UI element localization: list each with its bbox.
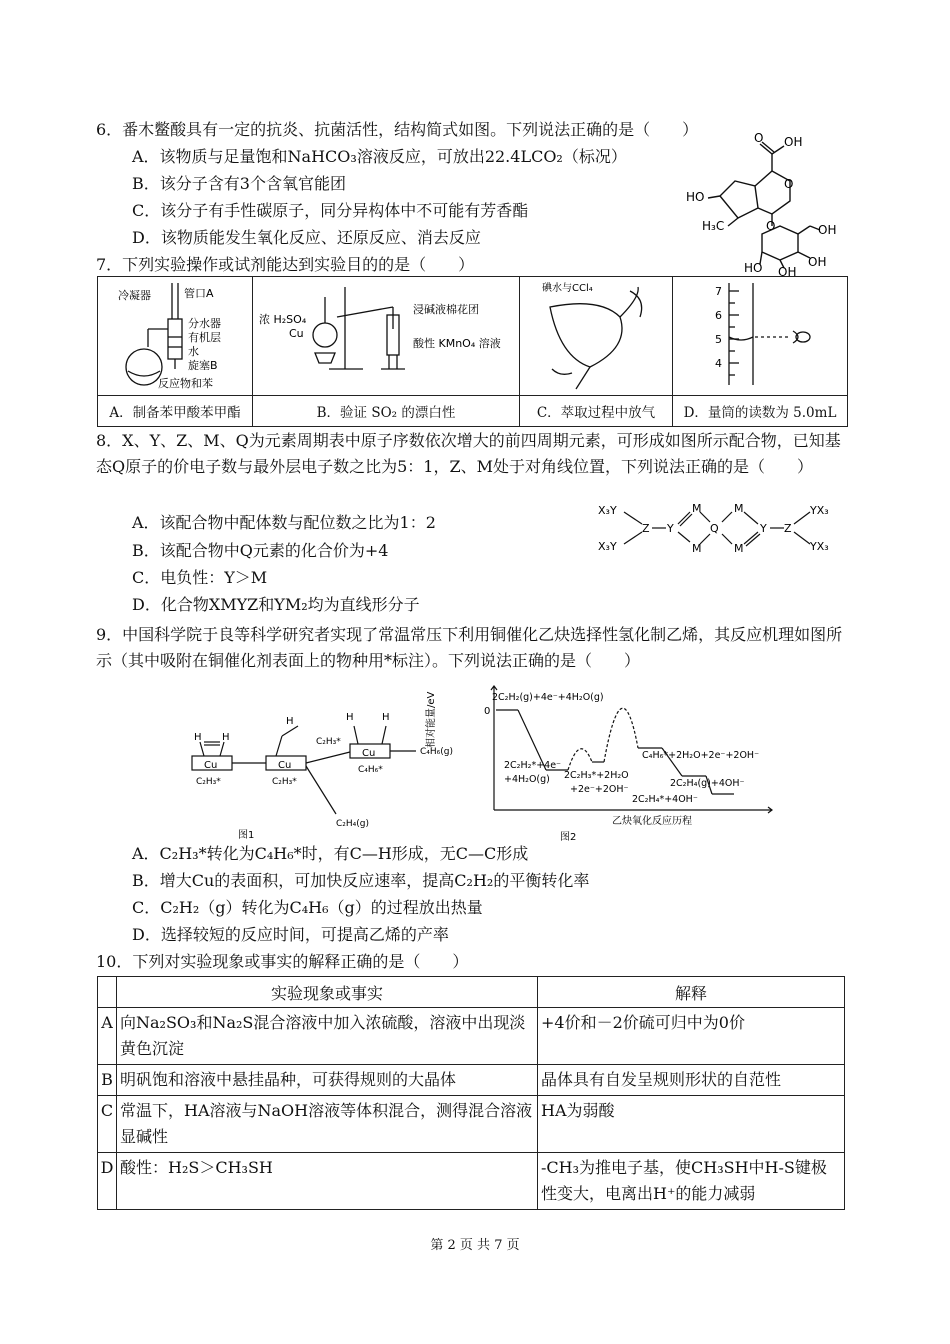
q7a-label-organic: 有机层 <box>188 331 221 344</box>
q7c-label: 碘水与CCl₄ <box>542 283 593 294</box>
q7a-label-stopcock: 旋塞B <box>188 359 218 372</box>
q7-caption-c: C．萃取过程中放气 <box>520 396 673 427</box>
q7-figure-d <box>673 277 847 395</box>
row-label: C <box>98 1096 117 1153</box>
q6-struct-oh2: OH <box>818 223 837 237</box>
q7a-label-condenser: 冷凝器 <box>118 289 151 302</box>
q6-struct-o2: O <box>784 177 794 191</box>
q10-header-blank <box>98 977 117 1008</box>
fig2-state3a: 2C₂H₃*+2H₂O <box>564 770 629 781</box>
q7d-tick-7: 7 <box>715 285 722 298</box>
row-label: D <box>98 1153 117 1210</box>
q8-x3y-top: X₃Y <box>598 504 617 517</box>
q9-figure-1 <box>186 704 466 844</box>
q9-option-b: B．增大Cu的表面积，可加快反应速率，提高C₂H₂的平衡转化率 <box>132 871 590 890</box>
q10-header-explanation: 解释 <box>538 977 845 1008</box>
fig2-state4: C₄H₆*+2H₂O+2e⁻+2OH⁻ <box>642 750 760 761</box>
q6-option-a: A．该物质与足量饱和NaHCO₃溶液反应，可放出22.4LCO₂（标况） <box>132 147 627 166</box>
row-label: B <box>98 1065 117 1096</box>
q9-option-c: C．C₂H₂（g）转化为C₄H₆（g）的过程放出热量 <box>132 898 483 917</box>
fig1-h3: H <box>286 716 294 727</box>
fig1-c2h3-1: C₂H₃* <box>196 777 221 787</box>
fig2-xlabel: 乙炔氧化反应历程 <box>612 816 692 827</box>
q8-y-left: Y <box>667 522 674 535</box>
row-explanation: -CH₃为推电子基，使CH₃SH中H-S键极性变大，电离出H⁺的能力减弱 <box>538 1153 845 1210</box>
q8-z-right: Z <box>784 522 792 535</box>
q8-option-a: A．该配合物中配体数与配位数之比为1：2 <box>132 513 436 532</box>
q8-yx3-top: YX₃ <box>810 504 829 517</box>
q9-option-a: A．C₂H₃*转化为C₄H₆*时，有C—H形成，无C—C形成 <box>132 844 529 863</box>
table-row <box>98 1096 845 1153</box>
q7a-label-reactants: 反应物和苯 <box>158 377 213 390</box>
fig1-h5: H <box>382 712 390 723</box>
q8-yx3-bottom: YX₃ <box>810 540 829 553</box>
fig1-h4: H <box>346 712 354 723</box>
q7d-tick-4: 4 <box>715 357 722 370</box>
row-fact: 常温下，HA溶液与NaOH溶液等体积混合，测得混合溶液显碱性 <box>117 1096 538 1153</box>
fig1-caption: 图1 <box>238 830 255 841</box>
q10-table <box>97 976 845 1210</box>
table-row <box>98 1153 845 1210</box>
q7b-label-kmno4: 酸性 KMnO₄ 溶液 <box>413 337 501 350</box>
fig2-caption: 图2 <box>560 832 577 843</box>
q6-option-d: D．该物质能发生氧化反应、还原反应、消去反应 <box>132 228 481 247</box>
fig1-c4h6g: C₄H₆(g) <box>420 747 454 757</box>
fig2-state3b: +2e⁻+2OH⁻ <box>570 784 629 795</box>
fig2-state2b: +4H₂O(g) <box>504 774 550 785</box>
row-explanation: 晶体具有自发呈规则形状的自范性 <box>538 1065 845 1096</box>
q7d-tick-5: 5 <box>715 333 722 346</box>
fig2-state2a: 2C₂H₂*+4e⁻ <box>504 760 562 771</box>
q8-option-c: C．电负性：Y＞M <box>132 568 268 587</box>
q6-struct-o1: O <box>754 131 764 145</box>
q6-structure <box>680 126 840 279</box>
q8-z-left: Z <box>642 522 650 535</box>
q8-complex-structure <box>598 496 848 560</box>
fig1-h1: H <box>194 732 202 743</box>
q7a-label-water: 水 <box>188 345 199 358</box>
q9-stem: 9．中国科学院于良等科学研究者实现了常温常压下利用铜催化乙炔选择性氢化制乙烯，其反应机理如图所示（其中吸附在铜催化剂表面上的物种用*标注）。下列说法正确的是（ ） <box>96 625 843 670</box>
q7a-label-separator: 分水器 <box>188 317 221 330</box>
q8-q: Q <box>710 522 719 535</box>
q6-struct-oh1: OH <box>784 135 803 149</box>
fig2-state1: 2C₂H₂(g)+4e⁻+4H₂O(g) <box>492 692 604 703</box>
q7a-label-nozzle: 管口A <box>184 287 214 300</box>
q7-caption-d: D．量筒的读数为 5.0mL <box>673 396 848 427</box>
q7b-label-acid: 浓 H₂SO₄ <box>259 313 307 326</box>
q7-figure-c <box>520 277 672 395</box>
row-fact: 酸性：H₂S＞CH₃SH <box>117 1153 538 1210</box>
table-row <box>98 1065 845 1096</box>
q7-figure-b <box>253 277 519 395</box>
fig1-c2h4g: C₂H₄(g) <box>336 819 370 829</box>
q7b-label-cu: Cu <box>289 327 304 340</box>
fig1-cu2: Cu <box>278 760 292 771</box>
fig1-c2h3-3: C₂H₃* <box>316 737 341 747</box>
q8-m-1: M <box>692 502 702 515</box>
table-row <box>98 1008 845 1065</box>
q6-struct-h3c: H₃C <box>702 219 725 233</box>
q9-option-d: D．选择较短的反应时间，可提高乙烯的产率 <box>132 925 449 944</box>
q6-struct-oh3: OH <box>778 265 797 279</box>
fig2-zero: 0 <box>484 706 491 717</box>
fig1-cu1: Cu <box>204 760 218 771</box>
q6-option-b: B．该分子含有3个含氧官能团 <box>132 174 346 193</box>
row-explanation: +4价和－2价硫可归中为0价 <box>538 1008 845 1065</box>
row-fact: 向Na₂SO₃和Na₂S混合溶液中加入浓硫酸，溶液中出现淡黄色沉淀 <box>117 1008 538 1065</box>
q7-figure-table <box>97 276 848 427</box>
q10-header-fact: 实验现象或事实 <box>117 977 538 1008</box>
row-fact: 明矾饱和溶液中悬挂晶种，可获得规则的大晶体 <box>117 1065 538 1096</box>
q7-caption-b: B．验证 SO₂ 的漂白性 <box>253 396 520 427</box>
fig1-c2h3-2: C₂H₃* <box>272 777 297 787</box>
q8-m-2: M <box>692 542 702 555</box>
q6-stem: 6．番木鳖酸具有一定的抗炎、抗菌活性，结构简式如图。下列说法正确的是（ ） <box>96 120 699 139</box>
row-label: A <box>98 1008 117 1065</box>
q7-figure-a <box>98 277 252 395</box>
q6-struct-ho2: HO <box>744 261 763 275</box>
fig1-h2: H <box>222 732 230 743</box>
q7d-tick-6: 6 <box>715 309 722 322</box>
fig2-state5: 2C₂H₄(g)+4OH⁻ <box>670 778 745 789</box>
q7-caption-a: A．制备苯甲酸苯甲酯 <box>98 396 253 427</box>
q8-y-right: Y <box>760 522 767 535</box>
q6-struct-o3: O <box>766 219 776 233</box>
row-explanation: HA为弱酸 <box>538 1096 845 1153</box>
page-footer: 第 2 页 共 7 页 <box>430 1238 520 1253</box>
fig1-c4h6s: C₄H₆* <box>358 765 383 775</box>
q8-m-4: M <box>734 542 744 555</box>
q8-option-d: D．化合物XMYZ和YM₂均为直线形分子 <box>132 595 420 614</box>
fig2-state6: 2C₂H₄*+4OH⁻ <box>632 794 698 805</box>
q8-m-3: M <box>734 502 744 515</box>
q10-stem: 10．下列对实验现象或事实的解释正确的是（ ） <box>96 952 469 971</box>
fig2-ylabel: 相对能量/eV <box>426 691 437 748</box>
q7-stem: 7．下列实验操作或试剂能达到实验目的的是（ ） <box>96 255 475 274</box>
fig1-cu3: Cu <box>362 748 376 759</box>
q8-x3y-bottom: X₃Y <box>598 540 617 553</box>
q8-option-b: B．该配合物中Q元素的化合价为+4 <box>132 541 389 560</box>
q8-stem: 8．X、Y、Z、M、Q为元素周期表中原子序数依次增大的前四周期元素，可形成如图所示配合物，已知基态Q原子的价电子数与最外层电子数之比为5：1，Z、M处于对角线位置，下列说法正确的是（ ） <box>96 431 841 476</box>
q7b-label-cotton: 浸碱液棉花团 <box>413 303 479 316</box>
q6-struct-ho: HO <box>686 190 705 204</box>
q6-option-c: C．该分子有手性碳原子，同分异构体中不可能有芳香酯 <box>132 201 529 220</box>
q6-struct-oh4: OH <box>808 255 827 269</box>
